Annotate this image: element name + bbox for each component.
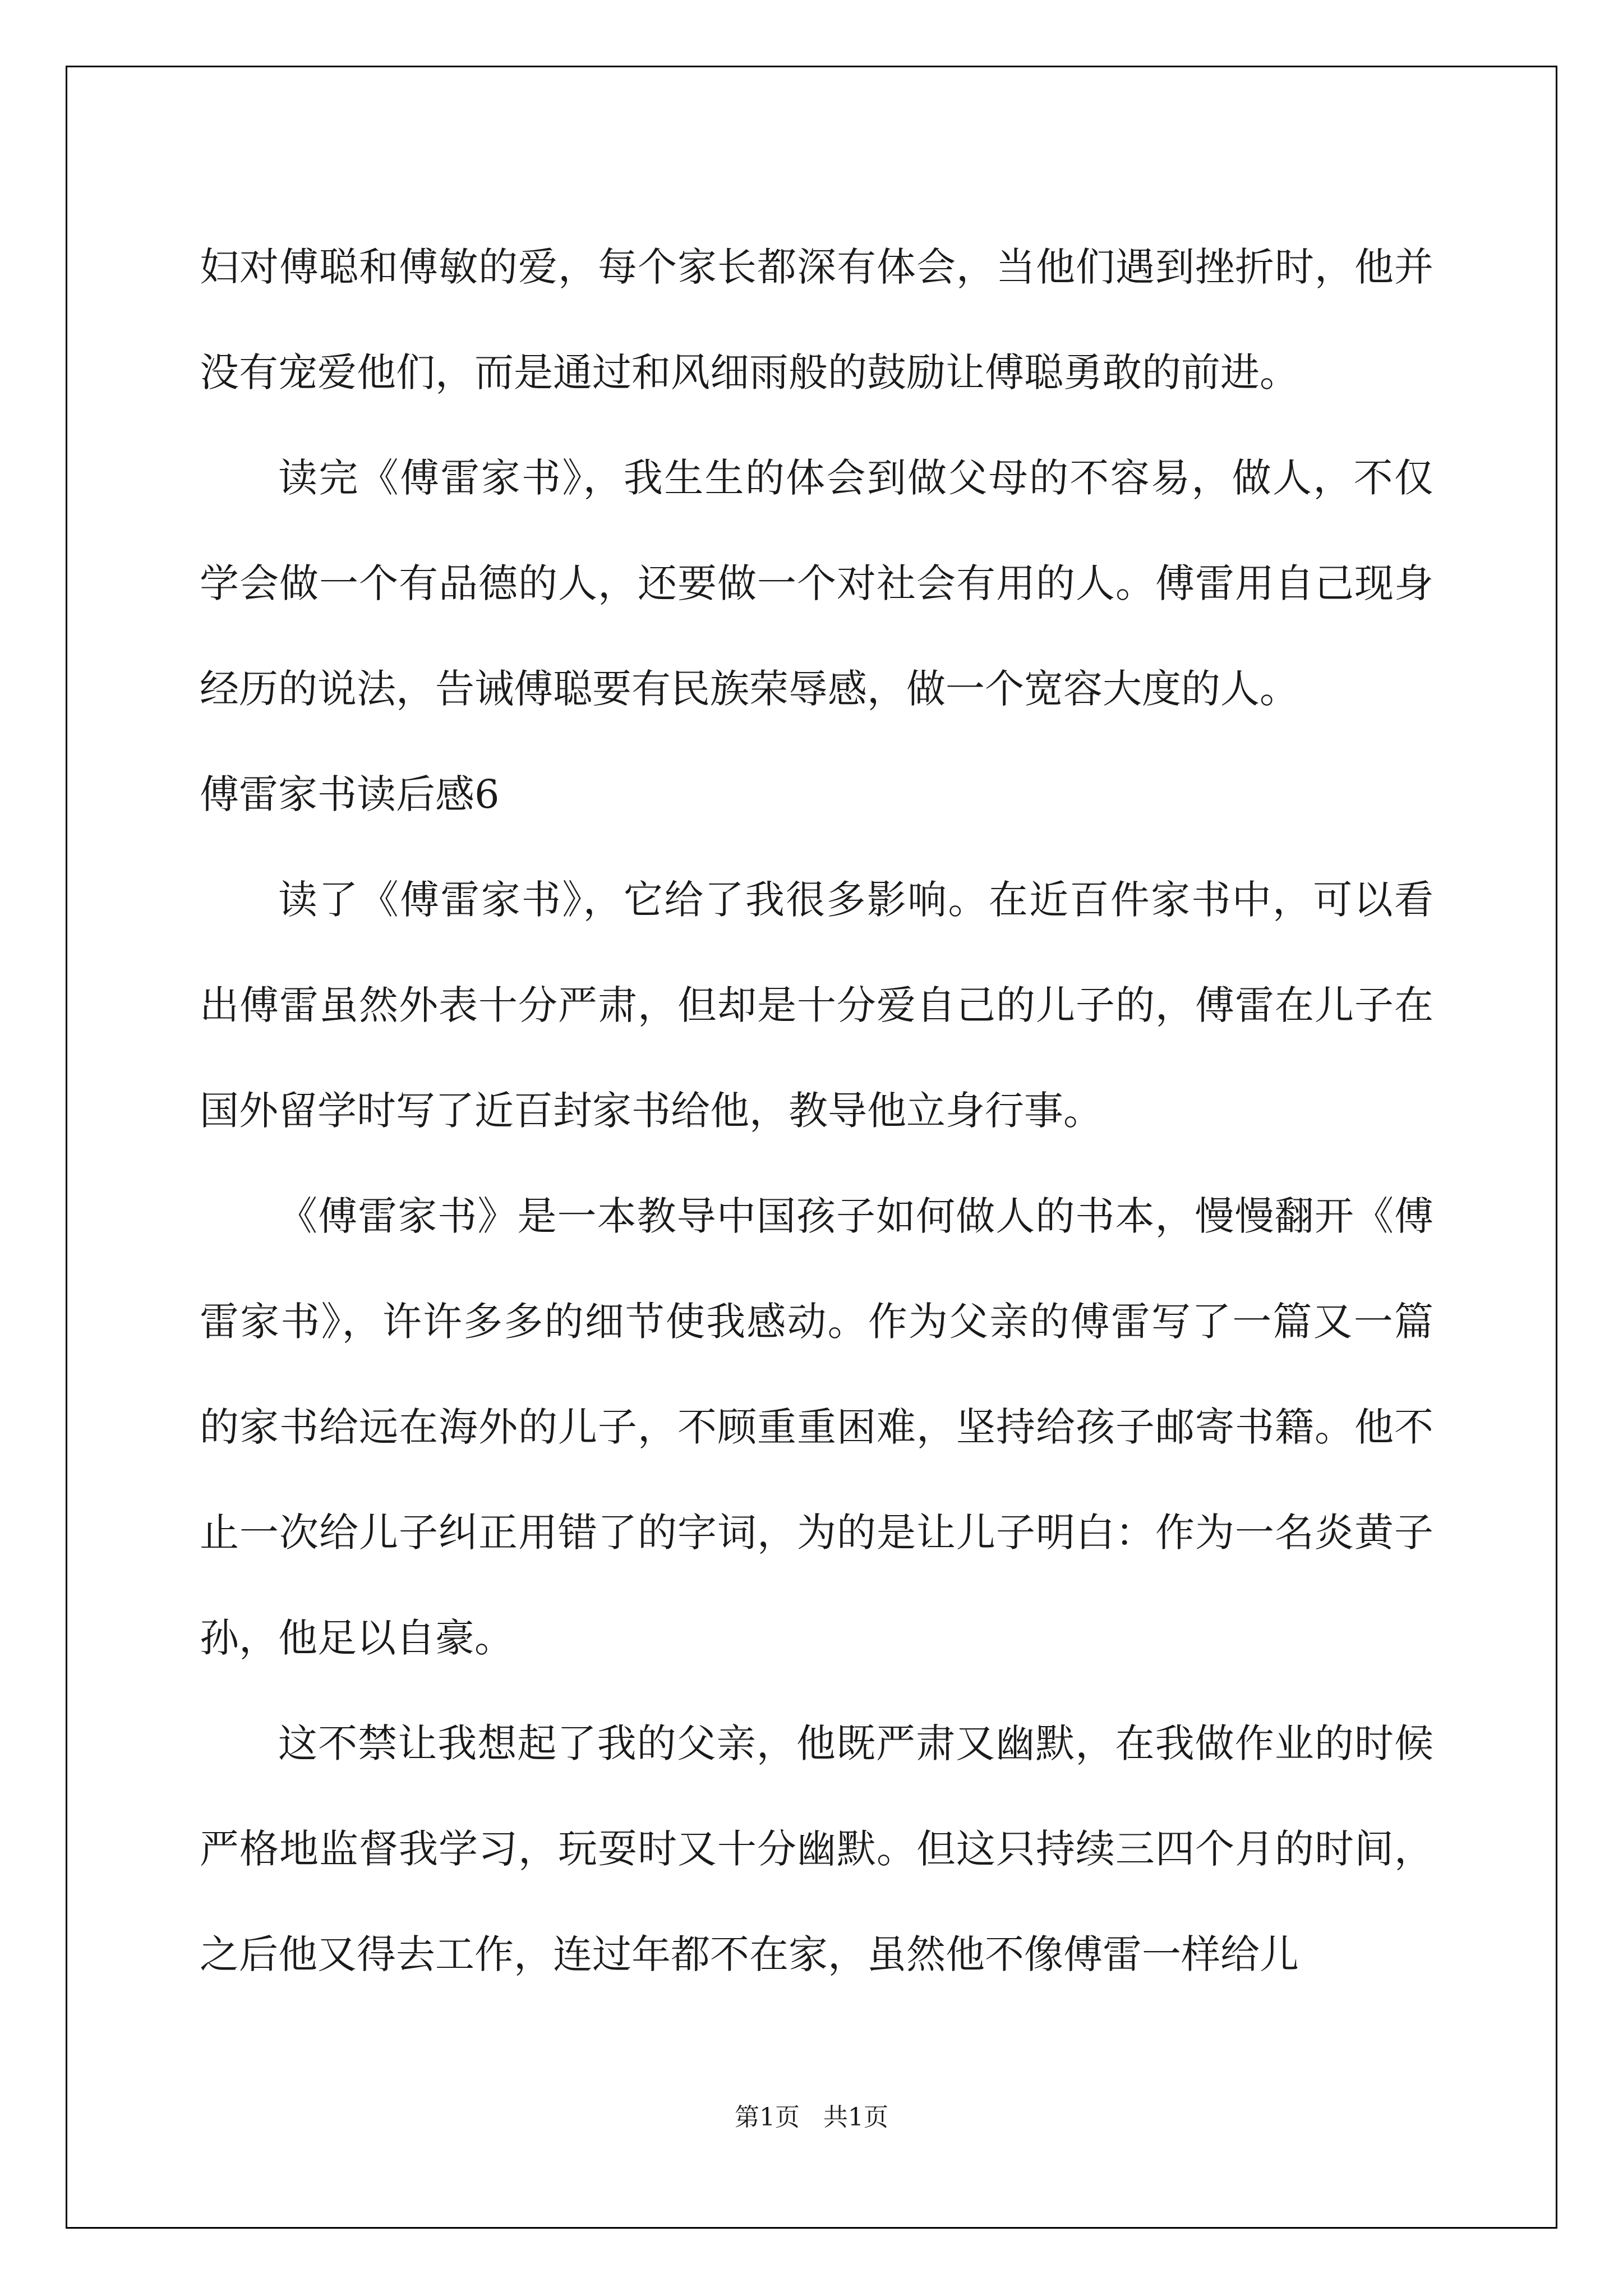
- paragraph-reflection: 读完《傅雷家书》，我生生的体会到做父母的不容易，做人，不仅学会做一个有品德的人，还要做一个对社会有用的人。傅雷用自己现身经历的说法，告诫傅聪要有民族荣辱感，做一个宽容大度的人。: [200, 455, 1433, 712]
- paragraph-intro: 读了《傅雷家书》，它给了我很多影响。在近百件家书中，可以看出傅雷虽然外表十分严肃，但却是十分爱自己的儿子的，傅雷在儿子在国外留学时写了近百封家书给他，教导他立身行事。: [200, 877, 1433, 1134]
- section-heading: 傅雷家书读后感6: [200, 771, 500, 817]
- paragraph-father-memory: 这不禁让我想起了我的父亲，他既严肃又幽默，在我做作业的时候严格地监督我学习，玩耍时又十分幽默。但这只持续三四个月的时间，之后他又得去工作，连过年都不在家，虽然他不像傅雷一样给儿: [200, 1720, 1433, 1977]
- paragraph-continuation: 妇对傅聪和傅敏的爱，每个家长都深有体会，当他们遇到挫折时，他并没有宠爱他们，而是通过和风细雨般的鼓励让傅聪勇敢的前进。: [200, 244, 1433, 395]
- page-number-footer: 第1页 共1页: [735, 2103, 888, 2132]
- document-body: [200, 214, 1433, 2007]
- paragraph-book-description: 《傅雷家书》是一本教导中国孩子如何做人的书本，慢慢翻开《傅雷家书》，许许多多的细节使我感动。作为父亲的傅雷写了一篇又一篇的家书给远在海外的儿子，不顾重重困难，坚持给孩子邮寄书籍。他不止一次给儿子纠正用错了的字词，为的是让儿子明白：作为一名炎黄子孙，他足以自豪。: [200, 1193, 1433, 1661]
